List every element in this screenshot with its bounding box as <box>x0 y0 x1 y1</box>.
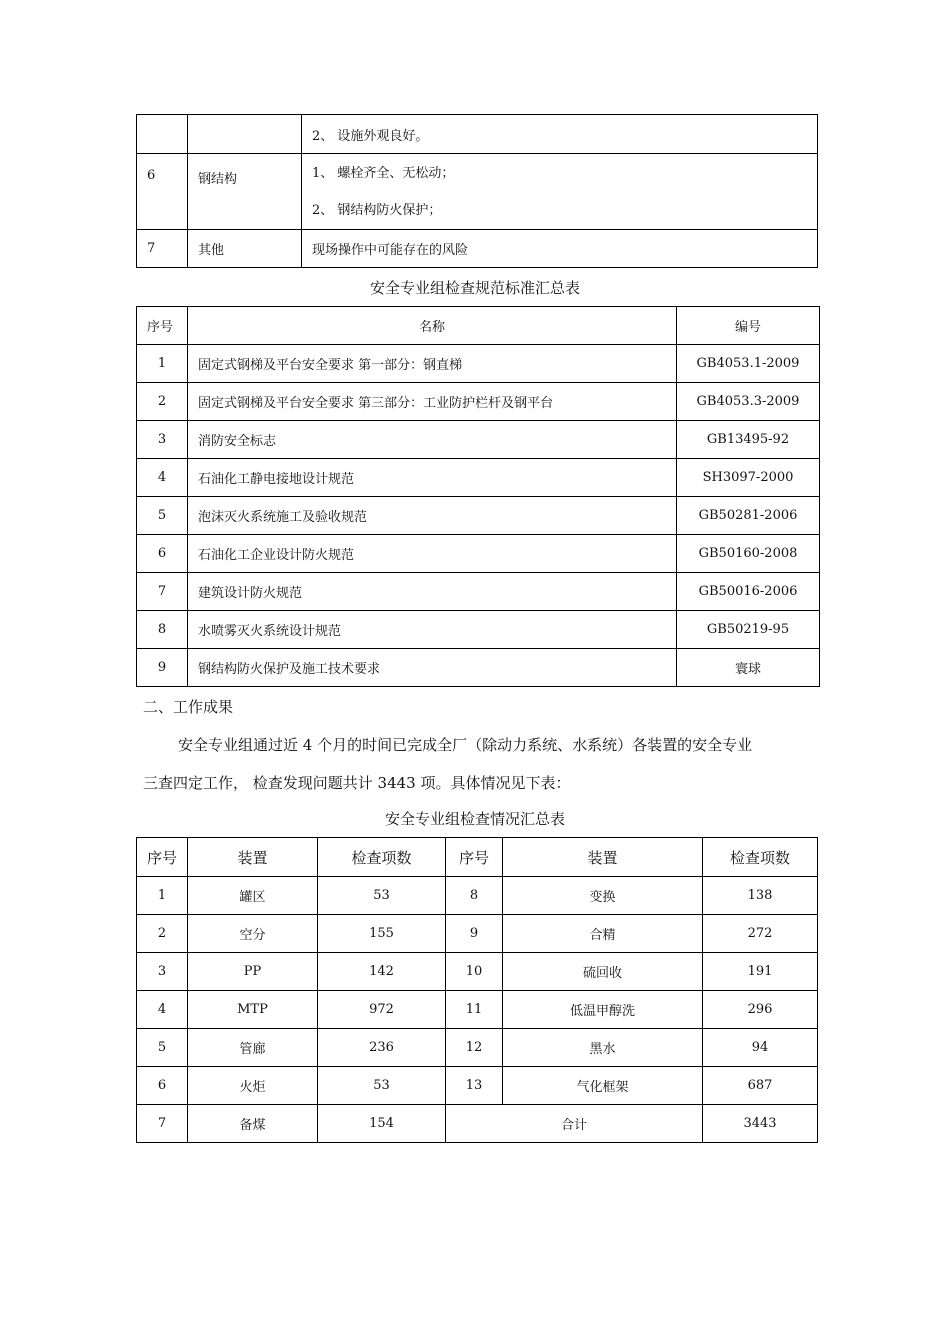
row-number: 1 <box>137 345 188 383</box>
item-count: 972 <box>318 991 446 1029</box>
item-count: 687 <box>703 1067 818 1105</box>
standard-name: 固定式钢梯及平台安全要求 第三部分：工业防护栏杆及钢平台 <box>188 383 677 421</box>
row-number: 11 <box>446 991 503 1029</box>
table-row <box>137 1067 818 1105</box>
item-count: 94 <box>703 1029 818 1067</box>
standard-name: 泡沫灭火系统施工及验收规范 <box>188 497 677 535</box>
row-number: 7 <box>137 573 188 611</box>
row-number: 9 <box>137 649 188 687</box>
standard-name: 固定式钢梯及平台安全要求 第一部分：钢直梯 <box>188 345 677 383</box>
total-count: 3443 <box>703 1105 818 1143</box>
inspection-content-table <box>136 114 818 268</box>
standard-code: GB4053.3-2009 <box>677 383 820 421</box>
unit-name: 备煤 <box>188 1105 318 1143</box>
row-number: 8 <box>137 611 188 649</box>
standard-code: GB50016-2006 <box>677 573 820 611</box>
unit-name: 黑水 <box>503 1029 703 1067</box>
header-unit: 装置 <box>503 838 703 877</box>
row-number: 3 <box>137 421 188 459</box>
item-count: 142 <box>318 953 446 991</box>
standard-name: 钢结构防火保护及施工技术要求 <box>188 649 677 687</box>
row-number: 12 <box>446 1029 503 1067</box>
row-number: 1 <box>137 877 188 915</box>
header-name: 名称 <box>188 307 677 345</box>
table-row <box>137 611 820 649</box>
section-heading: 二、工作成果 <box>143 698 234 716</box>
table-row <box>137 115 818 154</box>
row-number: 4 <box>137 991 188 1029</box>
row-number: 6 <box>137 1067 188 1105</box>
unit-name: 管廊 <box>188 1029 318 1067</box>
item-count: 191 <box>703 953 818 991</box>
standards-table <box>136 306 820 687</box>
item-count: 154 <box>318 1105 446 1143</box>
row-number: 2 <box>137 383 188 421</box>
item-count: 53 <box>318 1067 446 1105</box>
row-number: 5 <box>137 1029 188 1067</box>
row-number: 9 <box>446 915 503 953</box>
table-row <box>137 230 818 268</box>
standard-code: GB50281-2006 <box>677 497 820 535</box>
standard-code: GB50160-2008 <box>677 535 820 573</box>
unit-name: 低温甲醇洗 <box>503 991 703 1029</box>
table-row <box>137 421 820 459</box>
unit-name: 合精 <box>503 915 703 953</box>
header-count: 检查项数 <box>703 838 818 877</box>
check-item-name: 钢结构 <box>188 154 302 230</box>
row-number: 7 <box>137 230 188 268</box>
row-number: 3 <box>137 953 188 991</box>
row-number: 4 <box>137 459 188 497</box>
row-number: 8 <box>446 877 503 915</box>
row-number: 6 <box>137 535 188 573</box>
check-item-detail: 2、 钢结构防火保护； <box>312 202 442 218</box>
item-count: 155 <box>318 915 446 953</box>
check-item-detail: 现场操作中可能存在的风险 <box>302 230 818 268</box>
unit-name: 硫回收 <box>503 953 703 991</box>
table-row <box>137 383 820 421</box>
standard-name: 石油化工企业设计防火规范 <box>188 535 677 573</box>
row-number: 2 <box>137 915 188 953</box>
standard-code: GB13495-92 <box>677 421 820 459</box>
table-row <box>137 1105 818 1143</box>
standard-name: 石油化工静电接地设计规范 <box>188 459 677 497</box>
standards-table-title: 安全专业组检查规范标准汇总表 <box>369 279 580 297</box>
table-row <box>137 573 820 611</box>
table-row <box>137 1029 818 1067</box>
table-row <box>137 497 820 535</box>
table-row <box>137 991 818 1029</box>
summary-table-title: 安全专业组检查情况汇总表 <box>384 810 565 828</box>
check-item-name: 其他 <box>188 230 302 268</box>
header-no: 序号 <box>137 838 188 877</box>
table-row <box>137 535 820 573</box>
item-count: 138 <box>703 877 818 915</box>
row-number: 5 <box>137 497 188 535</box>
table-row <box>137 345 820 383</box>
row-number: 13 <box>446 1067 503 1105</box>
standard-name: 水喷雾灭火系统设计规范 <box>188 611 677 649</box>
standard-name: 建筑设计防火规范 <box>188 573 677 611</box>
item-count: 53 <box>318 877 446 915</box>
header-no: 序号 <box>446 838 503 877</box>
table-header-row <box>137 307 820 345</box>
standard-code: GB4053.1-2009 <box>677 345 820 383</box>
header-no: 序号 <box>137 307 188 345</box>
row-number: 7 <box>137 1105 188 1143</box>
header-unit: 装置 <box>188 838 318 877</box>
standard-name: 消防安全标志 <box>188 421 677 459</box>
standard-code: SH3097-2000 <box>677 459 820 497</box>
paragraph-line: 安全专业组通过近 4 个月的时间已完成全厂（除动力系统、水系统）各装置的安全专业 <box>178 736 753 754</box>
table-row <box>137 459 820 497</box>
table-row <box>137 649 820 687</box>
check-item-detail: 2、 设施外观良好。 <box>302 115 818 154</box>
table-row <box>137 915 818 953</box>
row-number: 10 <box>446 953 503 991</box>
row-number: 6 <box>137 154 188 230</box>
unit-name: MTP <box>188 991 318 1029</box>
table-row <box>137 877 818 915</box>
inspection-summary-table <box>136 837 818 1143</box>
standard-code: GB50219-95 <box>677 611 820 649</box>
unit-name: 气化框架 <box>503 1067 703 1105</box>
check-item-details <box>302 154 818 230</box>
item-count: 296 <box>703 991 818 1029</box>
item-count: 236 <box>318 1029 446 1067</box>
table-row <box>137 154 818 230</box>
unit-name: 空分 <box>188 915 318 953</box>
paragraph-line: 三查四定工作， 检查发现问题共计 3443 项。具体情况见下表： <box>143 774 571 792</box>
unit-name: 变换 <box>503 877 703 915</box>
standard-code: 寰球 <box>677 649 820 687</box>
check-item-name <box>188 115 302 154</box>
total-label: 合计 <box>446 1105 703 1143</box>
unit-name: PP <box>188 953 318 991</box>
unit-name: 火炬 <box>188 1067 318 1105</box>
table-header-row <box>137 838 818 877</box>
row-number <box>137 115 188 154</box>
header-count: 检查项数 <box>318 838 446 877</box>
header-code: 编号 <box>677 307 820 345</box>
check-item-detail: 1、 螺栓齐全、无松动； <box>312 165 455 181</box>
table-row <box>137 953 818 991</box>
item-count: 272 <box>703 915 818 953</box>
unit-name: 罐区 <box>188 877 318 915</box>
